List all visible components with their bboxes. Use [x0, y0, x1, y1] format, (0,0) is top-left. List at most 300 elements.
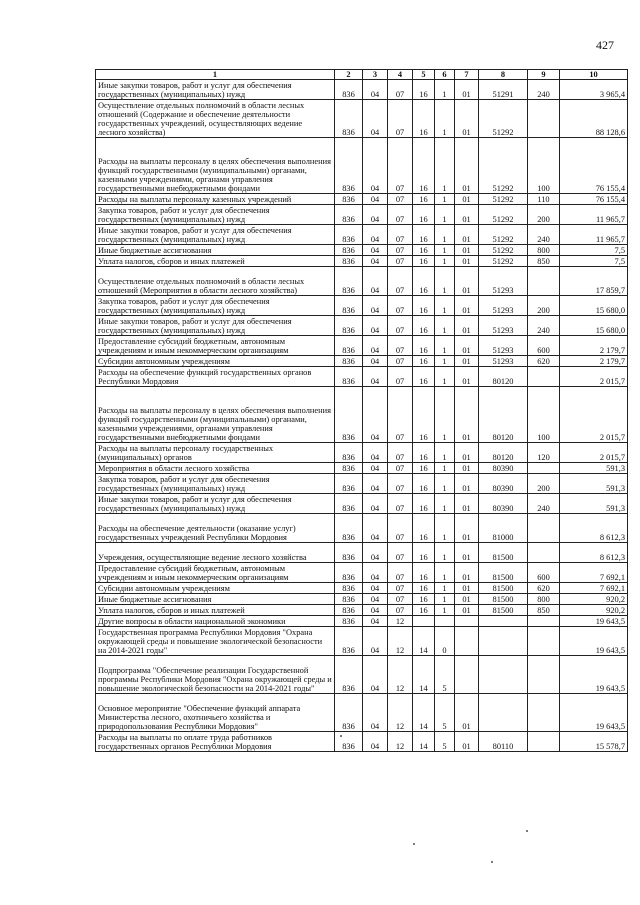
code-event-cell: 01	[455, 605, 479, 616]
table-row	[96, 474, 628, 494]
code-program-cell: 16	[413, 443, 435, 463]
code-section-cell: 04	[363, 563, 388, 583]
code-expense-type-cell: 240	[528, 494, 560, 514]
amount-cell: 7 692,1	[560, 583, 628, 594]
code-subprogram-cell: 1	[435, 336, 455, 356]
code-ministry-cell: 836	[335, 356, 363, 367]
amount-cell: 2 015,7	[560, 443, 628, 463]
header-cell: 2	[335, 70, 363, 80]
table-row	[96, 225, 628, 245]
code-expense-type-cell: 620	[528, 356, 560, 367]
code-ministry-cell: 836	[335, 563, 363, 583]
code-section-cell: 04	[363, 443, 388, 463]
table-row	[96, 694, 628, 732]
code-section-cell: 04	[363, 463, 388, 474]
item-name-cell: Уплата налогов, сборов и иных платежей	[96, 605, 335, 616]
code-event-cell: 01	[455, 80, 479, 100]
code-event-cell: 01	[455, 563, 479, 583]
code-direction-cell	[479, 656, 528, 694]
code-expense-type-cell	[528, 367, 560, 387]
code-direction-cell: 80120	[479, 443, 528, 463]
code-expense-type-cell	[528, 543, 560, 563]
header-cell: 6	[435, 70, 455, 80]
table-row	[96, 245, 628, 256]
code-subprogram-cell: 1	[435, 514, 455, 543]
code-event-cell: 01	[455, 316, 479, 336]
table-row	[96, 616, 628, 627]
code-event-cell: 01	[455, 138, 479, 194]
code-section-cell: 04	[363, 367, 388, 387]
code-ministry-cell: 836	[335, 80, 363, 100]
code-subprogram-cell: 1	[435, 267, 455, 296]
code-subsection-cell: 12	[388, 656, 413, 694]
code-subsection-cell: 07	[388, 367, 413, 387]
item-name-cell: Иные бюджетные ассигнования	[96, 245, 335, 256]
code-direction-cell: 80120	[479, 387, 528, 443]
code-ministry-cell: 836	[335, 616, 363, 627]
code-subsection-cell: 07	[388, 100, 413, 138]
code-expense-type-cell	[528, 100, 560, 138]
table-row	[96, 563, 628, 583]
item-name-cell: Иные закупки товаров, работ и услуг для обеспечения государственных (муниципальных) нужд	[96, 225, 335, 245]
table-row	[96, 583, 628, 594]
code-event-cell: 01	[455, 474, 479, 494]
code-event-cell: 01	[455, 296, 479, 316]
code-expense-type-cell	[528, 463, 560, 474]
code-direction-cell: 80120	[479, 367, 528, 387]
item-name-cell: Основное мероприятие "Обеспечение функций аппарата Министерства лесного, охотничьего хозяйства и природопользования Республики Мордовия"	[96, 694, 335, 732]
table-row	[96, 494, 628, 514]
code-direction-cell: 80390	[479, 463, 528, 474]
code-event-cell: 01	[455, 367, 479, 387]
code-section-cell: 04	[363, 387, 388, 443]
table-row	[96, 605, 628, 616]
code-direction-cell: 51292	[479, 100, 528, 138]
code-section-cell: 04	[363, 225, 388, 245]
code-event-cell: 01	[455, 463, 479, 474]
code-direction-cell	[479, 627, 528, 656]
code-expense-type-cell: 240	[528, 80, 560, 100]
code-direction-cell: 51293	[479, 356, 528, 367]
item-name-cell: Подпрограмма "Обеспечение реализации Государственной программы Республики Мордовия "Охрана окружающей среды и повышение экологической безопасности на 2014-2021 годы"	[96, 656, 335, 694]
code-direction-cell: 81000	[479, 514, 528, 543]
amount-cell: 591,3	[560, 474, 628, 494]
amount-cell: 8 612,3	[560, 514, 628, 543]
code-subprogram-cell: 1	[435, 594, 455, 605]
code-subprogram-cell: 1	[435, 296, 455, 316]
code-expense-type-cell: 120	[528, 443, 560, 463]
item-name-cell: Иные закупки товаров, работ и услуг для обеспечения государственных (муниципальных) нужд	[96, 316, 335, 336]
code-subsection-cell: 07	[388, 225, 413, 245]
code-section-cell: 04	[363, 594, 388, 605]
code-subprogram-cell: 5	[435, 694, 455, 732]
code-subprogram-cell: 1	[435, 256, 455, 267]
amount-cell: 88 128,6	[560, 100, 628, 138]
code-expense-type-cell	[528, 627, 560, 656]
table-row	[96, 627, 628, 656]
code-section-cell: 04	[363, 732, 388, 752]
code-direction-cell: 81500	[479, 605, 528, 616]
code-subprogram-cell: 1	[435, 356, 455, 367]
code-program-cell: 16	[413, 225, 435, 245]
code-event-cell: 01	[455, 732, 479, 752]
code-subprogram-cell: 5	[435, 656, 455, 694]
code-event-cell	[455, 656, 479, 694]
code-subprogram-cell: 1	[435, 474, 455, 494]
header-cell: 10	[560, 70, 628, 80]
amount-cell: 76 155,4	[560, 138, 628, 194]
code-ministry-cell: 836	[335, 267, 363, 296]
code-expense-type-cell: 800	[528, 594, 560, 605]
code-direction-cell: 51293	[479, 267, 528, 296]
code-subsection-cell: 07	[388, 514, 413, 543]
table-row	[96, 296, 628, 316]
code-subprogram-cell: 0	[435, 627, 455, 656]
code-program-cell: 14	[413, 732, 435, 752]
code-section-cell: 04	[363, 256, 388, 267]
amount-cell: 7,5	[560, 245, 628, 256]
table-row	[96, 205, 628, 225]
amount-cell: 3 965,4	[560, 80, 628, 100]
table-row	[96, 256, 628, 267]
code-program-cell: 16	[413, 80, 435, 100]
code-subsection-cell: 07	[388, 605, 413, 616]
code-section-cell: 04	[363, 100, 388, 138]
table-row	[96, 463, 628, 474]
code-subprogram-cell: 1	[435, 80, 455, 100]
code-expense-type-cell: 850	[528, 605, 560, 616]
code-program-cell: 16	[413, 256, 435, 267]
code-program-cell: 16	[413, 316, 435, 336]
code-program-cell: 16	[413, 367, 435, 387]
amount-cell: 591,3	[560, 463, 628, 474]
code-program-cell: 16	[413, 514, 435, 543]
code-expense-type-cell	[528, 694, 560, 732]
code-subsection-cell: 07	[388, 583, 413, 594]
code-program-cell: 14	[413, 694, 435, 732]
code-event-cell: 01	[455, 543, 479, 563]
code-expense-type-cell	[528, 514, 560, 543]
code-event-cell: 01	[455, 205, 479, 225]
code-subsection-cell: 12	[388, 694, 413, 732]
code-subprogram-cell: 1	[435, 443, 455, 463]
code-ministry-cell: 836	[335, 367, 363, 387]
amount-cell: 11 965,7	[560, 205, 628, 225]
code-ministry-cell: 836	[335, 194, 363, 205]
code-subsection-cell: 07	[388, 296, 413, 316]
code-subprogram-cell: 1	[435, 387, 455, 443]
amount-cell: 15 680,0	[560, 316, 628, 336]
code-program-cell: 16	[413, 205, 435, 225]
code-expense-type-cell: 240	[528, 316, 560, 336]
code-program-cell: 16	[413, 543, 435, 563]
table-row	[96, 100, 628, 138]
table-row	[96, 356, 628, 367]
code-subsection-cell: 07	[388, 463, 413, 474]
code-program-cell: 14	[413, 627, 435, 656]
code-section-cell: 04	[363, 245, 388, 256]
item-name-cell: Расходы на обеспечение функций государственных органов Республики Мордовия	[96, 367, 335, 387]
code-event-cell: 01	[455, 494, 479, 514]
code-event-cell: 01	[455, 336, 479, 356]
code-direction-cell: 80390	[479, 474, 528, 494]
code-event-cell: 01	[455, 514, 479, 543]
code-subsection-cell: 07	[388, 205, 413, 225]
code-section-cell: 04	[363, 543, 388, 563]
item-name-cell: Субсидии автономным учреждениям	[96, 356, 335, 367]
code-ministry-cell: 836	[335, 225, 363, 245]
code-ministry-cell: 836	[335, 474, 363, 494]
code-program-cell: 16	[413, 594, 435, 605]
item-name-cell: Мероприятия в области лесного хозяйства	[96, 463, 335, 474]
code-event-cell	[455, 627, 479, 656]
item-name-cell: Другие вопросы в области национальной экономики	[96, 616, 335, 627]
code-direction-cell: 80110	[479, 732, 528, 752]
code-direction-cell: 80390	[479, 494, 528, 514]
code-subsection-cell: 07	[388, 387, 413, 443]
code-direction-cell: 51292	[479, 205, 528, 225]
code-direction-cell: 81500	[479, 583, 528, 594]
item-name-cell: Закупка товаров, работ и услуг для обеспечения государственных (муниципальных) нужд	[96, 205, 335, 225]
amount-cell: 19 643,5	[560, 627, 628, 656]
code-ministry-cell: 836	[335, 583, 363, 594]
code-section-cell: 04	[363, 316, 388, 336]
code-section-cell: 04	[363, 694, 388, 732]
code-ministry-cell: 836	[335, 514, 363, 543]
code-section-cell: 04	[363, 194, 388, 205]
amount-cell: 2 015,7	[560, 387, 628, 443]
code-subsection-cell: 07	[388, 194, 413, 205]
code-subsection-cell: 12	[388, 732, 413, 752]
code-direction-cell: 81500	[479, 543, 528, 563]
amount-cell: 920,2	[560, 594, 628, 605]
code-subprogram-cell: 1	[435, 100, 455, 138]
code-ministry-cell: 836	[335, 543, 363, 563]
item-name-cell: Учреждения, осуществляющие ведение лесного хозяйства	[96, 543, 335, 563]
code-program-cell: 16	[413, 494, 435, 514]
item-name-cell: Закупка товаров, работ и услуг для обеспечения государственных (муниципальных) нужд	[96, 296, 335, 316]
code-ministry-cell: 836	[335, 732, 363, 752]
table-row	[96, 443, 628, 463]
code-subprogram-cell: 1	[435, 605, 455, 616]
amount-cell: 15 578,7	[560, 732, 628, 752]
code-subsection-cell: 07	[388, 494, 413, 514]
table-row	[96, 267, 628, 296]
code-subsection-cell: 12	[388, 627, 413, 656]
header-cell: 7	[455, 70, 479, 80]
header-cell: 5	[413, 70, 435, 80]
table-row	[96, 138, 628, 194]
code-program-cell: 16	[413, 138, 435, 194]
amount-cell: 76 155,4	[560, 194, 628, 205]
header-cell: 9	[528, 70, 560, 80]
code-expense-type-cell	[528, 267, 560, 296]
code-expense-type-cell: 850	[528, 256, 560, 267]
code-subsection-cell: 07	[388, 563, 413, 583]
code-section-cell: 04	[363, 494, 388, 514]
item-name-cell: Иные закупки товаров, работ и услуг для обеспечения государственных (муниципальных) нужд	[96, 494, 335, 514]
code-expense-type-cell: 100	[528, 138, 560, 194]
code-subprogram-cell: 1	[435, 205, 455, 225]
code-subprogram-cell: 1	[435, 138, 455, 194]
table-row	[96, 387, 628, 443]
amount-cell: 7 692,1	[560, 563, 628, 583]
code-direction-cell	[479, 694, 528, 732]
code-direction-cell: 81500	[479, 594, 528, 605]
item-name-cell: Осуществление отдельных полномочий в области лесных отношений (Содержание и обеспечение деятельности государственных учреждений, осуществляющих ведение лесного хозяйства)	[96, 100, 335, 138]
item-name-cell: Расходы на выплаты персоналу в целях обеспечения выполнения функций государственными (муниципальными) органами, казенными учреждениями, органами управления государственными внебюджетными фондами	[96, 138, 335, 194]
code-program-cell: 16	[413, 356, 435, 367]
code-ministry-cell: 836	[335, 205, 363, 225]
table-row	[96, 336, 628, 356]
code-subsection-cell: 07	[388, 267, 413, 296]
item-name-cell: Закупка товаров, работ и услуг для обеспечения государственных (муниципальных) нужд	[96, 474, 335, 494]
amount-cell: 2 179,7	[560, 336, 628, 356]
code-direction-cell: 51292	[479, 225, 528, 245]
code-section-cell: 04	[363, 336, 388, 356]
item-name-cell: Субсидии автономным учреждениям	[96, 583, 335, 594]
amount-cell: 19 643,5	[560, 694, 628, 732]
code-direction-cell: 51291	[479, 80, 528, 100]
code-expense-type-cell: 800	[528, 245, 560, 256]
code-section-cell: 04	[363, 514, 388, 543]
code-direction-cell: 51292	[479, 194, 528, 205]
table-row	[96, 594, 628, 605]
code-program-cell: 14	[413, 656, 435, 694]
code-subprogram-cell: 1	[435, 316, 455, 336]
item-name-cell: Уплата налогов, сборов и иных платежей	[96, 256, 335, 267]
code-ministry-cell: 836	[335, 336, 363, 356]
code-event-cell: 01	[455, 356, 479, 367]
header-cell: 3	[363, 70, 388, 80]
code-subsection-cell: 12	[388, 616, 413, 627]
code-subsection-cell: 07	[388, 245, 413, 256]
code-subsection-cell: 07	[388, 594, 413, 605]
code-event-cell: 01	[455, 594, 479, 605]
code-ministry-cell: 836	[335, 694, 363, 732]
code-subprogram-cell: 1	[435, 563, 455, 583]
code-program-cell: 16	[413, 267, 435, 296]
code-event-cell: 01	[455, 256, 479, 267]
code-program-cell: 16	[413, 194, 435, 205]
code-event-cell: 01	[455, 225, 479, 245]
item-name-cell: Расходы на выплаты персоналу государственных (муниципальных) органов	[96, 443, 335, 463]
code-subprogram-cell: 1	[435, 367, 455, 387]
code-ministry-cell: 836	[335, 494, 363, 514]
code-event-cell: 01	[455, 694, 479, 732]
code-ministry-cell: 836	[335, 100, 363, 138]
amount-cell: 8 612,3	[560, 543, 628, 563]
code-subprogram-cell: 1	[435, 583, 455, 594]
code-event-cell: 01	[455, 100, 479, 138]
amount-cell: 17 859,7	[560, 267, 628, 296]
item-name-cell: Предоставление субсидий бюджетным, автономным учреждениям и иным некоммерческим организациям	[96, 563, 335, 583]
amount-cell: 7,5	[560, 256, 628, 267]
table-row	[96, 514, 628, 543]
code-subsection-cell: 07	[388, 543, 413, 563]
code-ministry-cell: 836	[335, 387, 363, 443]
amount-cell: 920,2	[560, 605, 628, 616]
code-ministry-cell: 836	[335, 245, 363, 256]
code-direction-cell: 51292	[479, 256, 528, 267]
code-expense-type-cell	[528, 732, 560, 752]
code-section-cell: 04	[363, 627, 388, 656]
code-ministry-cell: 836	[335, 138, 363, 194]
amount-cell: 19 643,5	[560, 616, 628, 627]
code-section-cell: 04	[363, 296, 388, 316]
code-direction-cell	[479, 616, 528, 627]
code-direction-cell: 51292	[479, 138, 528, 194]
code-ministry-cell: 836	[335, 296, 363, 316]
code-subprogram-cell	[435, 616, 455, 627]
code-event-cell: 01	[455, 194, 479, 205]
code-event-cell: 01	[455, 583, 479, 594]
header-cell: 8	[479, 70, 528, 80]
code-subprogram-cell: 1	[435, 494, 455, 514]
code-subsection-cell: 07	[388, 336, 413, 356]
code-subsection-cell: 07	[388, 80, 413, 100]
item-name-cell: Предоставление субсидий бюджетным, автономным учреждениям и иным некоммерческим организациям	[96, 336, 335, 356]
table-row	[96, 543, 628, 563]
code-subsection-cell: 07	[388, 316, 413, 336]
code-section-cell: 04	[363, 138, 388, 194]
code-subsection-cell: 07	[388, 138, 413, 194]
code-section-cell: 04	[363, 267, 388, 296]
code-ministry-cell: 836	[335, 594, 363, 605]
code-event-cell: 01	[455, 245, 479, 256]
code-section-cell: 04	[363, 605, 388, 616]
amount-cell: 19 643,5	[560, 656, 628, 694]
amount-cell: 11 965,7	[560, 225, 628, 245]
item-name-cell: Иные закупки товаров, работ и услуг для обеспечения государственных (муниципальных) нужд	[96, 80, 335, 100]
header-cell: 4	[388, 70, 413, 80]
code-program-cell: 16	[413, 474, 435, 494]
code-expense-type-cell: 200	[528, 205, 560, 225]
code-expense-type-cell: 110	[528, 194, 560, 205]
code-ministry-cell: 836	[335, 443, 363, 463]
code-event-cell: 01	[455, 387, 479, 443]
amount-cell: 15 680,0	[560, 296, 628, 316]
budget-table	[95, 69, 628, 752]
code-ministry-cell: 836	[335, 627, 363, 656]
code-direction-cell: 51292	[479, 245, 528, 256]
code-section-cell: 04	[363, 80, 388, 100]
table-row	[96, 316, 628, 336]
item-name-cell: Иные бюджетные ассигнования	[96, 594, 335, 605]
table-row	[96, 80, 628, 100]
code-subprogram-cell: 5	[435, 732, 455, 752]
code-event-cell: 01	[455, 267, 479, 296]
code-program-cell: 16	[413, 100, 435, 138]
code-ministry-cell: 836	[335, 463, 363, 474]
code-subprogram-cell: 1	[435, 194, 455, 205]
header-cell: 1	[96, 70, 335, 80]
code-ministry-cell: 836	[335, 605, 363, 616]
code-program-cell: 16	[413, 245, 435, 256]
code-event-cell: 01	[455, 443, 479, 463]
page-number: 427	[596, 38, 614, 52]
code-expense-type-cell: 600	[528, 563, 560, 583]
code-subsection-cell: 07	[388, 256, 413, 267]
code-program-cell: 16	[413, 463, 435, 474]
code-subsection-cell: 07	[388, 474, 413, 494]
code-section-cell: 04	[363, 616, 388, 627]
item-name-cell: Расходы на обеспечение деятельности (оказание услуг) государственных учреждений Республики Мордовия	[96, 514, 335, 543]
code-expense-type-cell: 620	[528, 583, 560, 594]
code-expense-type-cell: 200	[528, 474, 560, 494]
table-row	[96, 367, 628, 387]
table-row	[96, 732, 628, 752]
